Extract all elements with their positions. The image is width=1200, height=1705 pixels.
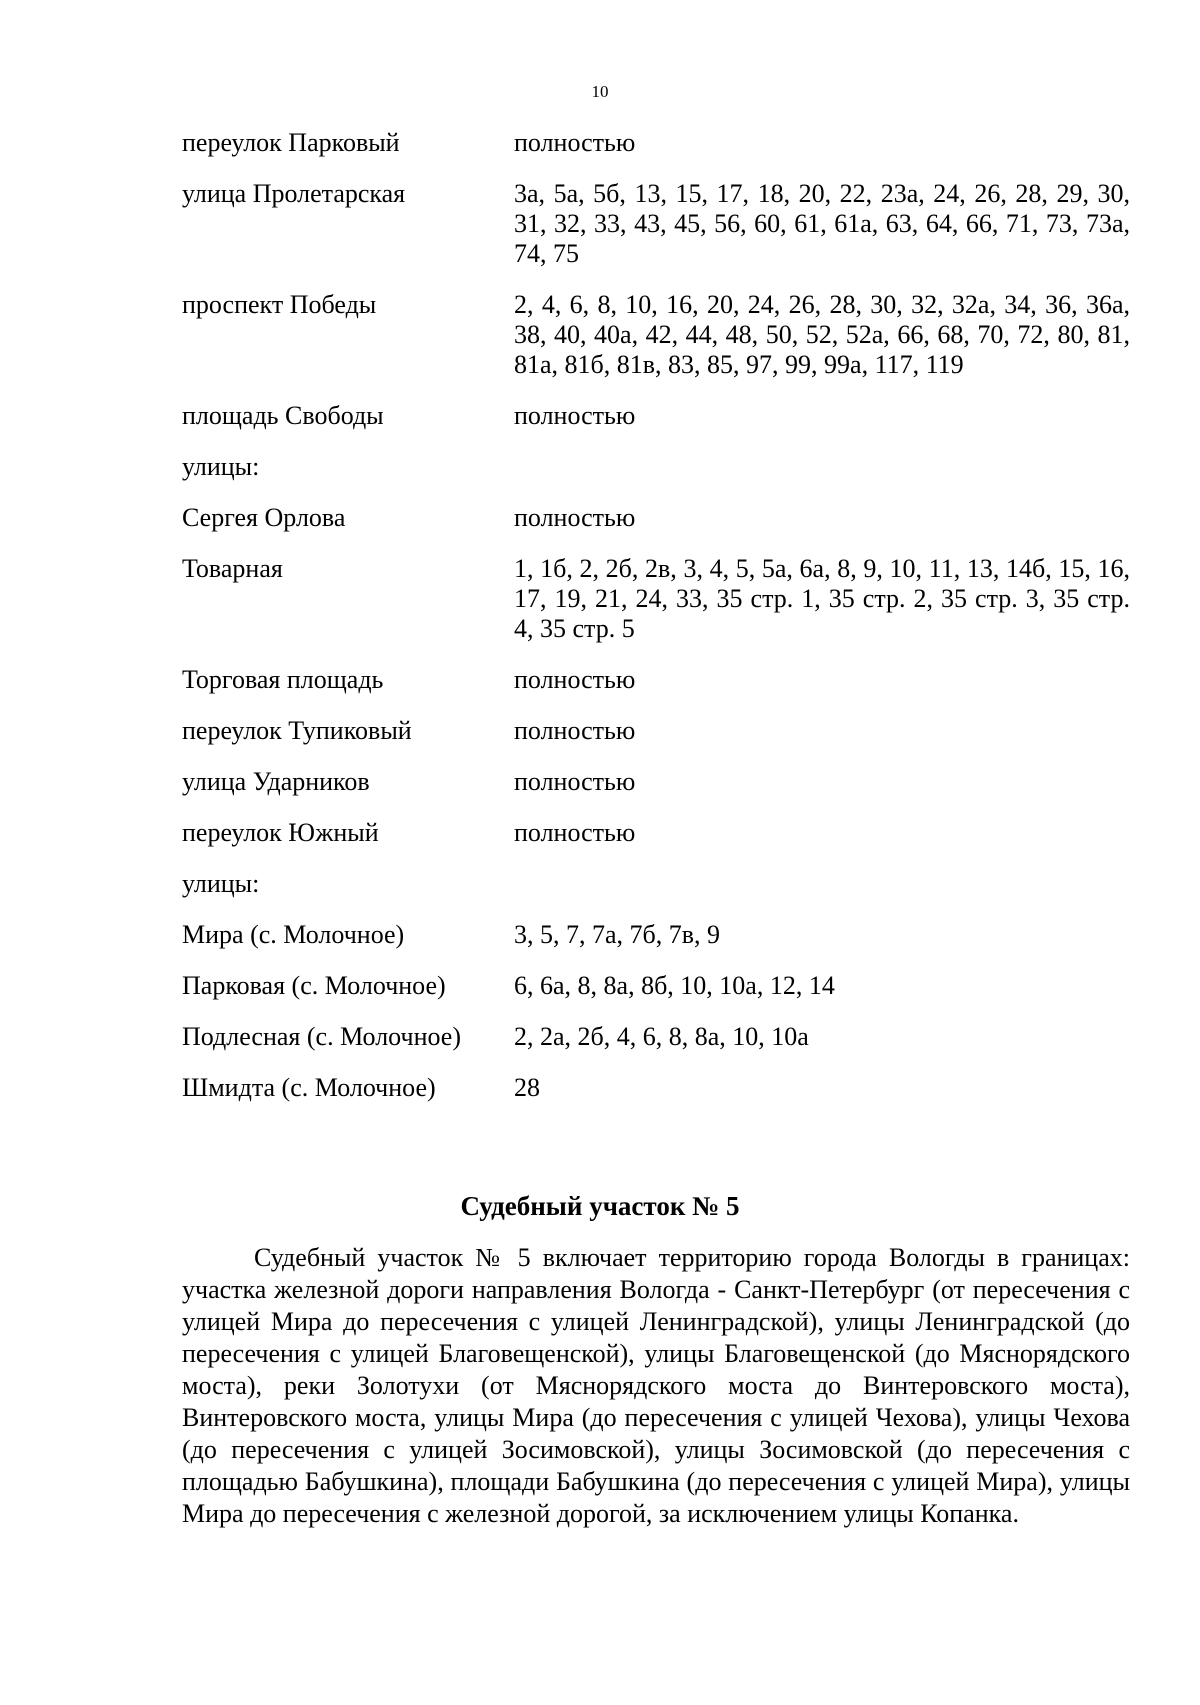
street-group-heading: улицы: (182, 452, 260, 481)
house-numbers: полностью (514, 767, 636, 796)
house-numbers: 6, 6а, 8, 8а, 8б, 10, 10а, 12, 14 (514, 971, 835, 1000)
table-row (182, 452, 1130, 482)
address-table (182, 128, 1130, 1103)
house-numbers: полностью (514, 503, 636, 532)
street-name: переулок Южный (182, 818, 379, 847)
table-row (182, 767, 1130, 797)
table-row (182, 665, 1130, 695)
house-numbers: полностью (514, 128, 636, 157)
street-name: Сергея Орлова (182, 503, 346, 532)
table-row (182, 1022, 1130, 1052)
page-number: 10 (591, 82, 609, 101)
table-row (182, 920, 1130, 950)
street-name: Парковая (с. Молочное) (182, 971, 446, 1000)
street-name: переулок Тупиковый (182, 716, 412, 745)
house-numbers: 1, 1б, 2, 2б, 2в, 3, 4, 5, 5а, 6а, 8, 9, 10, 11, 13, 14б, 15, 16, 17, 19, 21, 24, 33, 35 стр. 1, 35 стр. 2, 35 стр. 3, 35 стр. 4, 35 стр. 5 (514, 554, 1130, 643)
house-numbers: 2, 2а, 2б, 4, 6, 8, 8а, 10, 10а (514, 1022, 809, 1051)
table-row (182, 179, 1130, 269)
table-row (182, 716, 1130, 746)
street-name: улица Пролетарская (182, 179, 406, 208)
house-numbers: полностью (514, 716, 636, 745)
table-row (182, 971, 1130, 1001)
street-name: Шмидта (с. Молочное) (182, 1073, 436, 1102)
table-row (182, 503, 1130, 533)
house-numbers: полностью (514, 818, 636, 847)
street-group-heading: улицы: (182, 869, 260, 898)
street-name: переулок Парковый (182, 128, 400, 157)
house-numbers: полностью (514, 401, 636, 430)
street-name: проспект Победы (182, 290, 377, 319)
table-row (182, 869, 1130, 899)
house-numbers: полностью (514, 665, 636, 694)
house-numbers: 2, 4, 6, 8, 10, 16, 20, 24, 26, 28, 30, 32, 32а, 34, 36, 36а, 38, 40, 40а, 42, 44, 48, 50, 52, 52а, 66, 68, 70, 72, 80, 81, 81а, 81б, 81в, 83, 85, 97, 99, 99а, 117, 119 (514, 290, 1130, 379)
section-paragraph: Судебный участок № 5 включает территорию города Вологды в границах: участка железной дороги направления Вологда - Санкт-Петербург (от пересечения с улицей Мира до пересечения с улицей Ленинградской), улицы Ленинградской (до пересечения с улицей Благовещенской), улицы Благовещенской (до Мяснорядского моста), реки Золотухи (от Мяснорядского моста до Винтеровского моста), Винтеровского моста, улицы Мира (до пересечения с улицей Чехова), улицы Чехова (до пересечения с улицей Зосимовской), улицы Зосимовской (до пересечения с площадью Бабушкина), площади Бабушкина (до пересечения с улицей Мира), улицы Мира до пересечения с железной дорогой, за исключением улицы Копанка. (182, 1243, 1130, 1528)
street-name: Товарная (182, 554, 283, 583)
street-name: Подлесная (с. Молочное) (182, 1022, 462, 1051)
street-name: Мира (с. Молочное) (182, 920, 405, 949)
section-title: Судебный участок № 5 (460, 1191, 740, 1221)
street-name: улица Ударников (182, 767, 370, 796)
table-row (182, 818, 1130, 848)
house-numbers: 28 (514, 1073, 540, 1102)
street-name: Торговая площадь (182, 665, 384, 694)
table-row (182, 128, 1130, 158)
table-row (182, 554, 1130, 644)
table-row (182, 401, 1130, 431)
house-numbers: 3а, 5а, 5б, 13, 15, 17, 18, 20, 22, 23а, 24, 26, 28, 29, 30, 31, 32, 33, 43, 45, 56, 60, 61, 61а, 63, 64, 66, 71, 73, 73а, 74, 75 (514, 179, 1130, 268)
table-row (182, 1073, 1130, 1103)
house-numbers: 3, 5, 7, 7а, 7б, 7в, 9 (514, 920, 721, 949)
table-row (182, 290, 1130, 380)
street-name: площадь Свободы (182, 401, 384, 430)
